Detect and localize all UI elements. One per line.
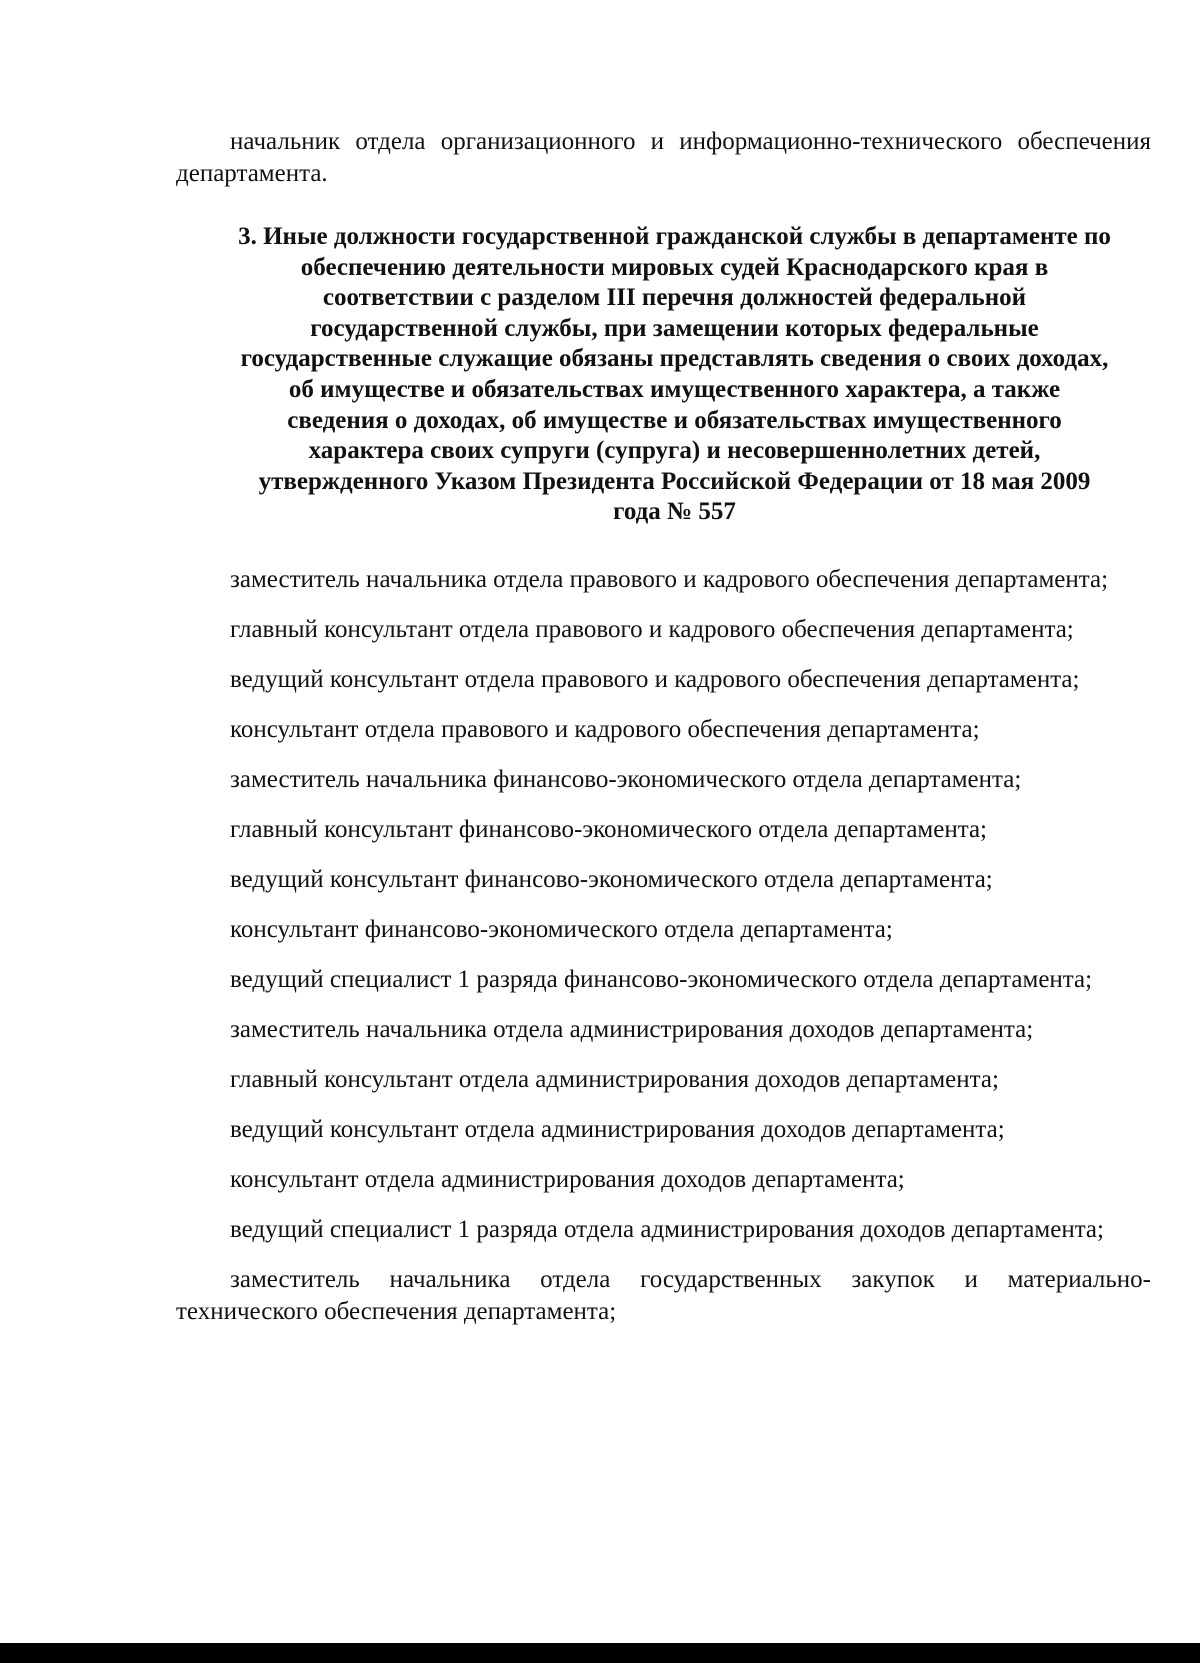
list-item: ведущий специалист 1 разряда финансово-экономического отдела департамента; — [230, 965, 1093, 993]
document-page — [176, 126, 1151, 1346]
list-item: заместитель начальника финансово-экономического отдела департамента; — [230, 765, 1022, 793]
section-heading: 3. Иные должности государственной гражданской службы в департаменте по обеспечению деятельности мировых судей Краснодарского края в соответствии с разделом III перечня должностей федеральной государственной службы, при замещении которых федеральные государственные служащие обязаны представлять сведения о своих доходах, об имуществе и обязательствах имущественного характера, а также сведения о доходах, об имуществе и обязательствах имущественного характера своих супруги (супруга) и несовершеннолетних детей, утвержденного Указом Президента Российской Федерации от 18 мая 2009 года № 557 — [238, 223, 1111, 526]
list-item: ведущий консультант отдела правового и кадрового обеспечения департамента; — [230, 665, 1080, 693]
list-item: главный консультант отдела администрирования доходов департамента; — [230, 1065, 999, 1093]
intro-paragraph: начальник отдела организационного и информационно-технического обеспечения департамента. — [176, 128, 1151, 187]
list-item: консультант отдела администрирования доходов департамента; — [230, 1165, 905, 1193]
list-item: заместитель начальника отдела государственных закупок и материально-технического обеспечения департамента; — [176, 1265, 1151, 1325]
list-item: заместитель начальника отдела администрирования доходов департамента; — [230, 1015, 1034, 1043]
list-item: ведущий консультант отдела администрирования доходов департамента; — [230, 1115, 1005, 1143]
scan-bottom-edge — [0, 1643, 1200, 1663]
list-item: главный консультант отдела правового и кадрового обеспечения департамента; — [230, 615, 1074, 643]
list-item: ведущий консультант финансово-экономического отдела департамента; — [230, 865, 993, 893]
list-item: консультант отдела правового и кадрового обеспечения департамента; — [230, 715, 980, 743]
list-item: главный консультант финансово-экономического отдела департамента; — [230, 815, 987, 843]
list-item: ведущий специалист 1 разряда отдела администрирования доходов департамента; — [230, 1215, 1104, 1243]
list-item: консультант финансово-экономического отдела департамента; — [230, 915, 893, 943]
list-item: заместитель начальника отдела правового и кадрового обеспечения департамента; — [230, 565, 1109, 593]
